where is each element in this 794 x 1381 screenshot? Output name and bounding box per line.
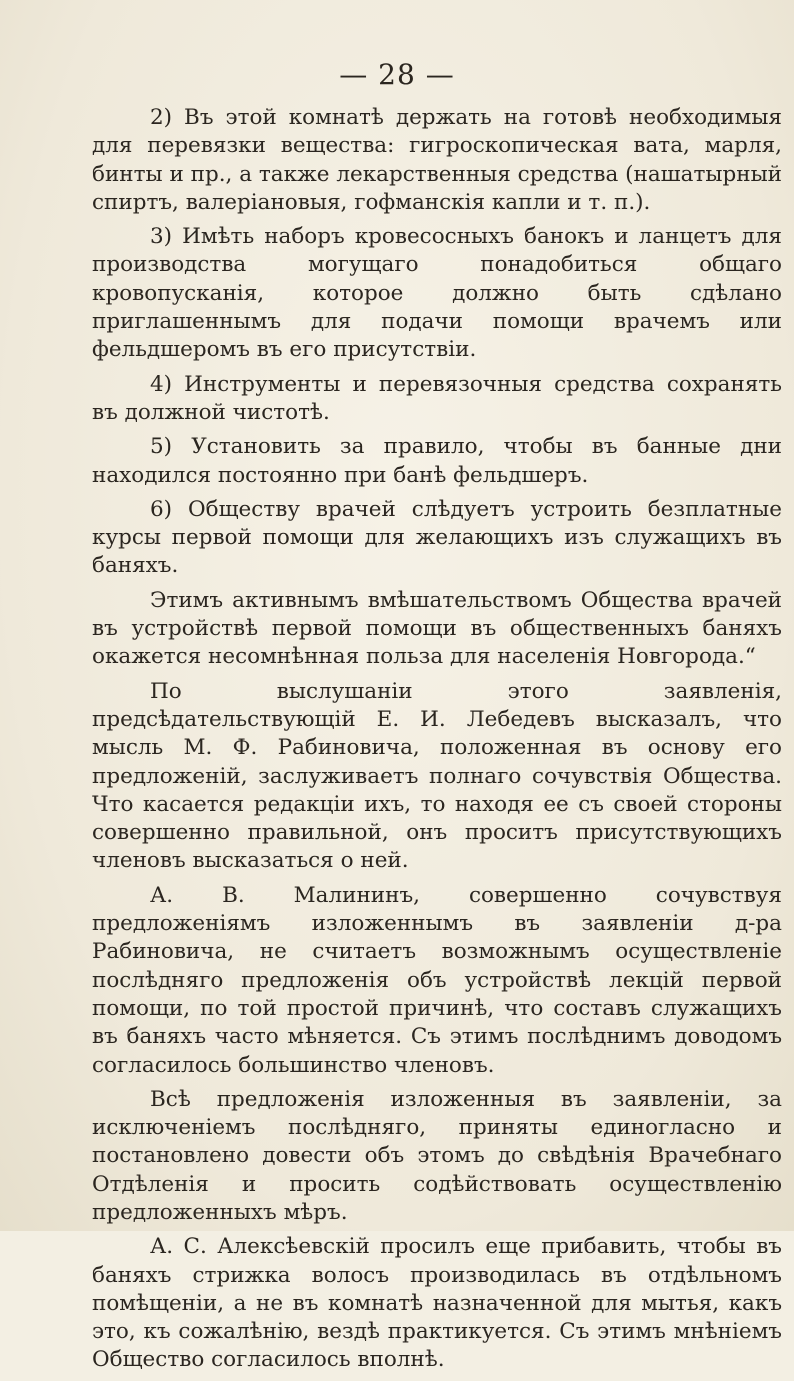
paragraph: 4) Инструменты и перевязочныя средства сохранять въ должной чистотѣ. <box>92 371 782 425</box>
paragraph: А. В. Малининъ, совершенно сочувствуя предложеніямъ изложеннымъ въ заявленіи д-ра Рабиновича, не считаетъ возможнымъ осуществленіе послѣдняго предложенія объ устройствѣ лекцій первой помощи, по той простой причинѣ, что составъ служащихъ въ баняхъ часто мѣняется. Съ этимъ послѣднимъ доводомъ согласилось большинство членовъ. <box>92 882 782 1078</box>
paragraph: Всѣ предложенія изложенныя въ заявленіи, за исключеніемъ послѣдняго, приняты единогласно и постановлено довести объ этомъ до свѣдѣнія Врачебнаго Отдѣленія и просить содѣйствовать осуществленію предложенныхъ мѣръ. <box>92 1086 782 1225</box>
paragraph: 2) Въ этой комнатѣ держать на готовѣ необходимыя для перевязки вещества: гигроскопическая вата, марля, бинты и пр., а также лекарственныя средства (нашатырный спиртъ, валеріановыя, гофманскія капли и т. п.). <box>92 105 783 215</box>
paragraph: По выслушаніи этого заявленія, предсѣдательствующій Е. И. Лебедевъ высказалъ, что мысль М. Ф. Рабиновича, положенная въ основу его предложеній, заслуживаетъ полнаго сочувствія Общества. Что касается редакціи ихъ, то находя ее съ своей стороны совершенно правильной, онъ проситъ присутствующихъ членовъ высказаться о ней. <box>92 678 782 874</box>
body-text <box>92 100 782 1381</box>
page-number: — 28 — <box>339 58 455 91</box>
paragraph: 3) Имѣть наборъ кровесосныхъ банокъ и ланцетъ для производства могущаго понадобиться общаго кровопусканія, которое должно быть сдѣлано приглашеннымъ для подачи помощи врачемъ или фельдшеромъ въ его присутствіи. <box>92 224 782 363</box>
paragraph: 5) Установить за правило, чтобы въ банные дни находился постоянно при банѣ фельдшеръ. <box>92 434 782 488</box>
paragraph: 6) Обществу врачей слѣдуетъ устроить безплатные курсы первой помощи для желающихъ изъ служащихъ въ баняхъ. <box>92 496 782 579</box>
paragraph: А. С. Алексѣевскій просилъ еще прибавить, чтобы въ баняхъ стрижка волосъ производилась въ отдѣльномъ помѣщеніи, а не въ комнатѣ назначенной для мытья, какъ это, къ сожалѣнію, вездѣ практикуется. Съ этимъ мнѣніемъ Общество согласилось вполнѣ. <box>92 1234 782 1373</box>
paragraph: Этимъ активнымъ вмѣшательствомъ Общества врачей въ устройствѣ первой помощи въ общественныхъ баняхъ окажется несомнѣнная польза для населенія Новгорода.“ <box>92 587 782 670</box>
